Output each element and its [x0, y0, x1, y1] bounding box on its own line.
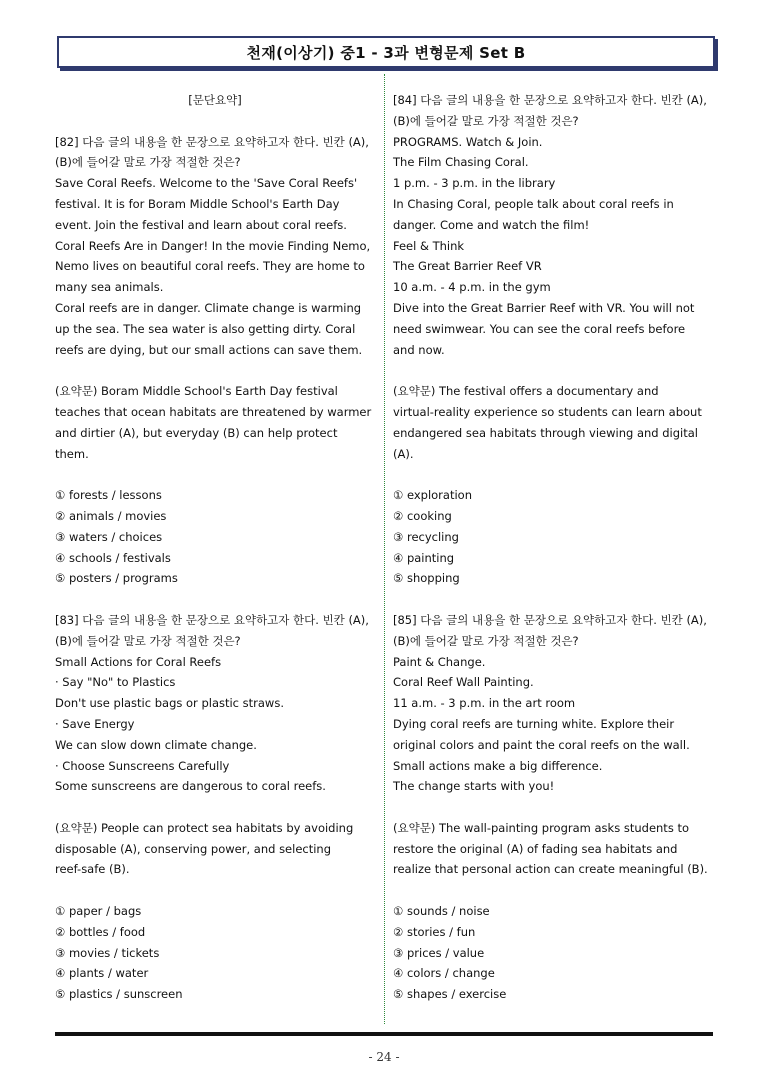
- passage-line: Paint & Change.: [393, 654, 486, 669]
- answer-choice[interactable]: ③ waters / choices: [55, 529, 163, 544]
- answer-choice[interactable]: ① exploration: [393, 488, 472, 503]
- summary-line: teaches that ocean habitats are threatened by warmer: [55, 404, 372, 419]
- passage-line: We can slow down climate change.: [55, 737, 257, 752]
- passage-line: Save Coral Reefs. Welcome to the 'Save Coral Reefs': [55, 176, 358, 191]
- question-84: [393, 90, 713, 589]
- passage-line: Nemo lives on beautiful coral reefs. They are home to: [55, 259, 365, 274]
- summary-line: realize that personal action can create meaningful (B).: [393, 862, 708, 877]
- question-prompt: (B)에 들어갈 말로 가장 적절한 것은?: [55, 633, 241, 648]
- passage-line: The Great Barrier Reef VR: [393, 259, 542, 274]
- question-prompt: (B)에 들어갈 말로 가장 적절한 것은?: [393, 633, 579, 648]
- passage-line: In Chasing Coral, people talk about coral reefs in: [393, 196, 674, 211]
- summary-line: (요약문) People can protect sea habitats by avoiding: [55, 820, 354, 835]
- answer-choice[interactable]: ② stories / fun: [393, 924, 476, 939]
- question-prompt: (B)에 들어갈 말로 가장 적절한 것은?: [55, 155, 241, 170]
- passage-line: Small Actions for Coral Reefs: [55, 654, 222, 669]
- answer-choice[interactable]: ③ prices / value: [393, 945, 485, 960]
- question-prompt: [85] 다음 글의 내용을 한 문장으로 요약하고자 한다. 빈칸 (A),: [393, 612, 707, 627]
- passage-line: 10 a.m. - 4 p.m. in the gym: [393, 280, 551, 295]
- answer-choice[interactable]: ⑤ plastics / sunscreen: [55, 987, 183, 1002]
- answer-choice[interactable]: ③ movies / tickets: [55, 945, 160, 960]
- passage-line: many sea animals.: [55, 280, 164, 295]
- passage-line: need swimwear. You can see the coral reefs before: [393, 321, 686, 336]
- answer-choice[interactable]: ① paper / bags: [55, 904, 142, 919]
- section-label: [문단요약]: [188, 93, 242, 107]
- answer-choice[interactable]: ① forests / lessons: [55, 488, 162, 503]
- passage-line: 1 p.m. - 3 p.m. in the library: [393, 176, 556, 191]
- passage-line: original colors and paint the coral reefs on the wall.: [393, 737, 690, 752]
- question-prompt: [82] 다음 글의 내용을 한 문장으로 요약하고자 한다. 빈칸 (A),: [55, 134, 369, 149]
- footer-rule: [55, 1032, 713, 1036]
- page-title: 천재(이상기) 중1 - 3과 변형문제 Set B: [246, 43, 526, 62]
- summary-line: restore the original (A) of fading sea habitats and: [393, 841, 678, 856]
- summary-line: (요약문) The wall-painting program asks students to: [393, 820, 690, 835]
- question-prompt: [84] 다음 글의 내용을 한 문장으로 요약하고자 한다. 빈칸 (A),: [393, 93, 707, 107]
- answer-choice[interactable]: ② cooking: [393, 508, 452, 523]
- passage-line: Dying coral reefs are turning white. Explore their: [393, 716, 675, 731]
- summary-line: (A).: [393, 446, 414, 461]
- passage-line: 11 a.m. - 3 p.m. in the art room: [393, 696, 576, 711]
- passage-line: PROGRAMS. Watch & Join.: [393, 134, 543, 149]
- passage-line: Some sunscreens are dangerous to coral reefs.: [55, 779, 326, 794]
- passage-line: Coral Reef Wall Painting.: [393, 675, 534, 690]
- passage-line: The Film Chasing Coral.: [393, 155, 529, 170]
- passage-line: reefs are dying, but our small actions can save them.: [55, 342, 363, 357]
- answer-choice[interactable]: ② bottles / food: [55, 924, 146, 939]
- summary-line: (요약문) The festival offers a documentary and: [393, 384, 659, 399]
- answer-choice[interactable]: ⑤ shopping: [393, 571, 460, 586]
- answer-choice[interactable]: ① sounds / noise: [393, 904, 490, 919]
- passage-line: Dive into the Great Barrier Reef with VR. You will not: [393, 300, 695, 315]
- passage-line: Don't use plastic bags or plastic straws.: [55, 696, 284, 711]
- passage-line: and now.: [393, 342, 445, 357]
- summary-line: endangered sea habitats through viewing and digital: [393, 425, 698, 440]
- summary-line: disposable (A), conserving power, and selecting: [55, 841, 332, 856]
- passage-line: Coral reefs are in danger. Climate change is warming: [55, 300, 362, 315]
- title-box: [57, 36, 715, 68]
- question-85: [393, 610, 713, 1005]
- answer-choice[interactable]: ⑤ posters / programs: [55, 571, 178, 586]
- passage-line: The change starts with you!: [393, 779, 555, 794]
- column-divider: [384, 74, 385, 1024]
- answer-choice[interactable]: ④ colors / change: [393, 966, 495, 981]
- summary-line: (요약문) Boram Middle School's Earth Day festival: [55, 384, 338, 399]
- passage-line: Small actions make a big difference.: [393, 758, 603, 773]
- passage-line: festival. It is for Boram Middle School's Earth Day: [55, 196, 340, 211]
- passage-line: Coral Reefs Are in Danger! In the movie Finding Nemo,: [55, 238, 371, 253]
- passage-line: Feel & Think: [393, 238, 465, 253]
- answer-choice[interactable]: ④ schools / festivals: [55, 550, 171, 565]
- question-prompt: [83] 다음 글의 내용을 한 문장으로 요약하고자 한다. 빈칸 (A),: [55, 612, 369, 627]
- question-82: [55, 132, 375, 590]
- summary-line: virtual-reality experience so students can learn about: [393, 404, 702, 419]
- passage-line: · Save Energy: [55, 716, 135, 731]
- answer-choice[interactable]: ④ plants / water: [55, 966, 149, 981]
- answer-choice[interactable]: ② animals / movies: [55, 508, 167, 523]
- passage-line: · Choose Sunscreens Carefully: [55, 758, 230, 773]
- summary-line: reef-safe (B).: [55, 862, 130, 877]
- right-column: [393, 90, 713, 1005]
- left-column: [55, 90, 375, 1005]
- question-83: [55, 610, 375, 1005]
- answer-choice[interactable]: ④ painting: [393, 550, 455, 565]
- passage-line: event. Join the festival and learn about coral reefs.: [55, 217, 347, 232]
- summary-line: and dirtier (A), but everyday (B) can help protect: [55, 425, 338, 440]
- answer-choice[interactable]: ⑤ shapes / exercise: [393, 987, 507, 1002]
- passage-line: · Say "No" to Plastics: [55, 675, 176, 690]
- answer-choice[interactable]: ③ recycling: [393, 529, 459, 544]
- page-number: - 24 -: [368, 1050, 400, 1064]
- question-prompt: (B)에 들어갈 말로 가장 적절한 것은?: [393, 113, 579, 128]
- passage-line: up the sea. The sea water is also getting dirty. Coral: [55, 321, 356, 336]
- passage-line: danger. Come and watch the film!: [393, 217, 590, 232]
- summary-line: them.: [55, 446, 89, 461]
